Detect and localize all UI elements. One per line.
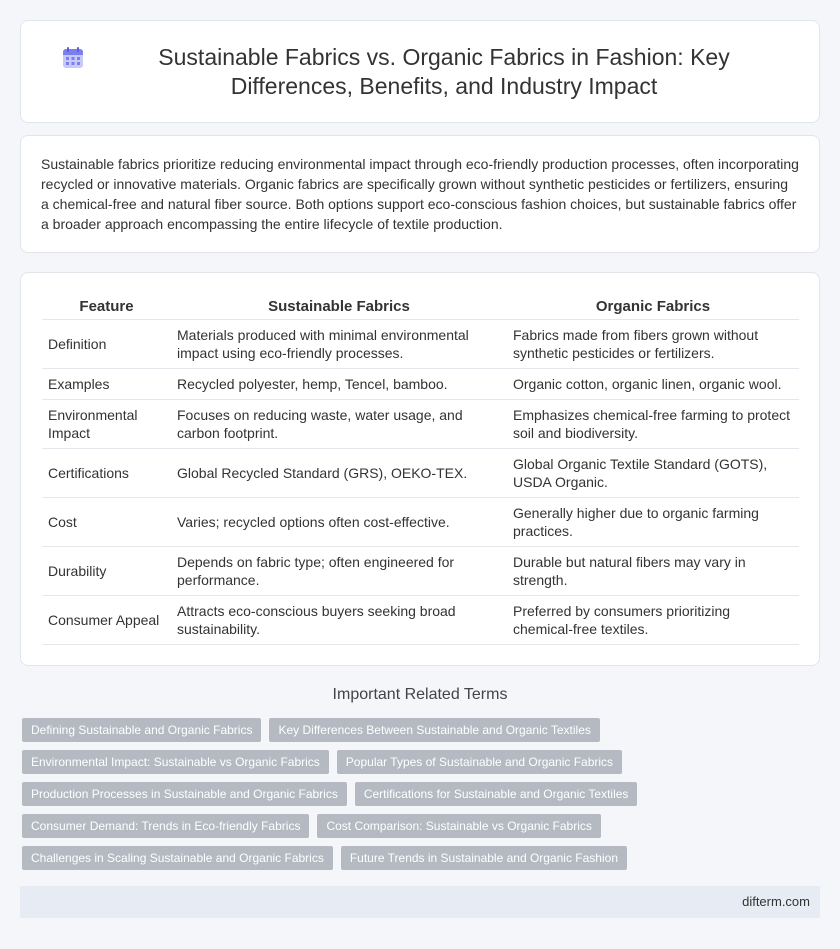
cell-sustainable: Recycled polyester, hemp, Tencel, bamboo.: [171, 368, 507, 399]
cell-sustainable: Materials produced with minimal environmental impact using eco-friendly processes.: [171, 319, 507, 368]
footer: [20, 886, 820, 918]
cell-feature: Durability: [42, 546, 171, 595]
cell-sustainable: Focuses on reducing waste, water usage, and carbon footprint.: [171, 399, 507, 448]
cell-sustainable: Depends on fabric type; often engineered for performance.: [171, 546, 507, 595]
table-row: [42, 595, 799, 644]
header-organic: Organic Fabrics: [507, 295, 799, 319]
tag-row: [22, 750, 822, 774]
cell-organic: Global Organic Textile Standard (GOTS), USDA Organic.: [507, 448, 799, 497]
related-term-tag[interactable]: Key Differences Between Sustainable and Organic Textiles: [269, 718, 599, 742]
cell-sustainable: Attracts eco-conscious buyers seeking broad sustainability.: [171, 595, 507, 644]
table-row: [42, 368, 799, 399]
table-row: [42, 448, 799, 497]
calendar-icon: [61, 46, 85, 70]
cell-organic: Emphasizes chemical-free farming to protect soil and biodiversity.: [507, 399, 799, 448]
title-container: [21, 21, 819, 122]
table-row: [42, 497, 799, 546]
related-term-tag[interactable]: Future Trends in Sustainable and Organic Fashion: [341, 846, 627, 870]
cell-feature: Consumer Appeal: [42, 595, 171, 644]
table-row: [42, 319, 799, 368]
cell-organic: Durable but natural fibers may vary in strength.: [507, 546, 799, 595]
cell-sustainable: Global Recycled Standard (GRS), OEKO-TEX.: [171, 448, 507, 497]
footer-site-link[interactable]: difterm.com: [742, 894, 810, 909]
tag-row: [22, 782, 822, 806]
cell-sustainable: Varies; recycled options often cost-effective.: [171, 497, 507, 546]
tag-row: [22, 718, 822, 742]
header-feature: Feature: [42, 295, 171, 319]
cell-feature: Cost: [42, 497, 171, 546]
related-term-tag[interactable]: Certifications for Sustainable and Organic Textiles: [355, 782, 638, 806]
table-row: [42, 399, 799, 448]
cell-feature: Definition: [42, 319, 171, 368]
related-term-tag[interactable]: Production Processes in Sustainable and Organic Fabrics: [22, 782, 347, 806]
cell-feature: Examples: [42, 368, 171, 399]
intro-card: [20, 135, 820, 253]
cell-organic: Fabrics made from fibers grown without synthetic pesticides or fertilizers.: [507, 319, 799, 368]
related-term-tag[interactable]: Environmental Impact: Sustainable vs Organic Fabrics: [22, 750, 329, 774]
table-row: [42, 546, 799, 595]
related-term-tag[interactable]: Defining Sustainable and Organic Fabrics: [22, 718, 261, 742]
comparison-table: [42, 295, 799, 645]
related-term-tag[interactable]: Challenges in Scaling Sustainable and Organic Fabrics: [22, 846, 333, 870]
cell-feature: Environmental Impact: [42, 399, 171, 448]
related-terms-list: [22, 718, 822, 878]
tag-row: [22, 814, 822, 838]
title-card: [20, 20, 820, 123]
related-terms-heading: Important Related Terms: [332, 686, 508, 703]
intro-paragraph: Sustainable fabrics prioritize reducing environmental impact through eco-friendly production processes, often incorporating recycled or innovative materials. Organic fabrics are specifically grown without synthetic pesticides or fertilizers, ensuring a chemical-free and natural fiber source. Both options support eco-conscious fashion choices, but sustainable fabrics offer a broader approach encompassing the entire lifecycle of textile production.: [41, 156, 799, 232]
related-term-tag[interactable]: Popular Types of Sustainable and Organic Fabrics: [337, 750, 622, 774]
table-header-row: [42, 295, 799, 319]
header-sustainable: Sustainable Fabrics: [171, 295, 507, 319]
cell-feature: Certifications: [42, 448, 171, 497]
page-title: Sustainable Fabrics vs. Organic Fabrics in Fashion: Key Differences, Benefits, and Industry Impact: [158, 43, 730, 99]
related-term-tag[interactable]: Consumer Demand: Trends in Eco-friendly Fabrics: [22, 814, 309, 838]
cell-organic: Generally higher due to organic farming practices.: [507, 497, 799, 546]
related-term-tag[interactable]: Cost Comparison: Sustainable vs Organic Fabrics: [317, 814, 600, 838]
comparison-table-card: [20, 272, 820, 666]
cell-organic: Organic cotton, organic linen, organic wool.: [507, 368, 799, 399]
tag-row: [22, 846, 822, 870]
cell-organic: Preferred by consumers prioritizing chemical-free textiles.: [507, 595, 799, 644]
